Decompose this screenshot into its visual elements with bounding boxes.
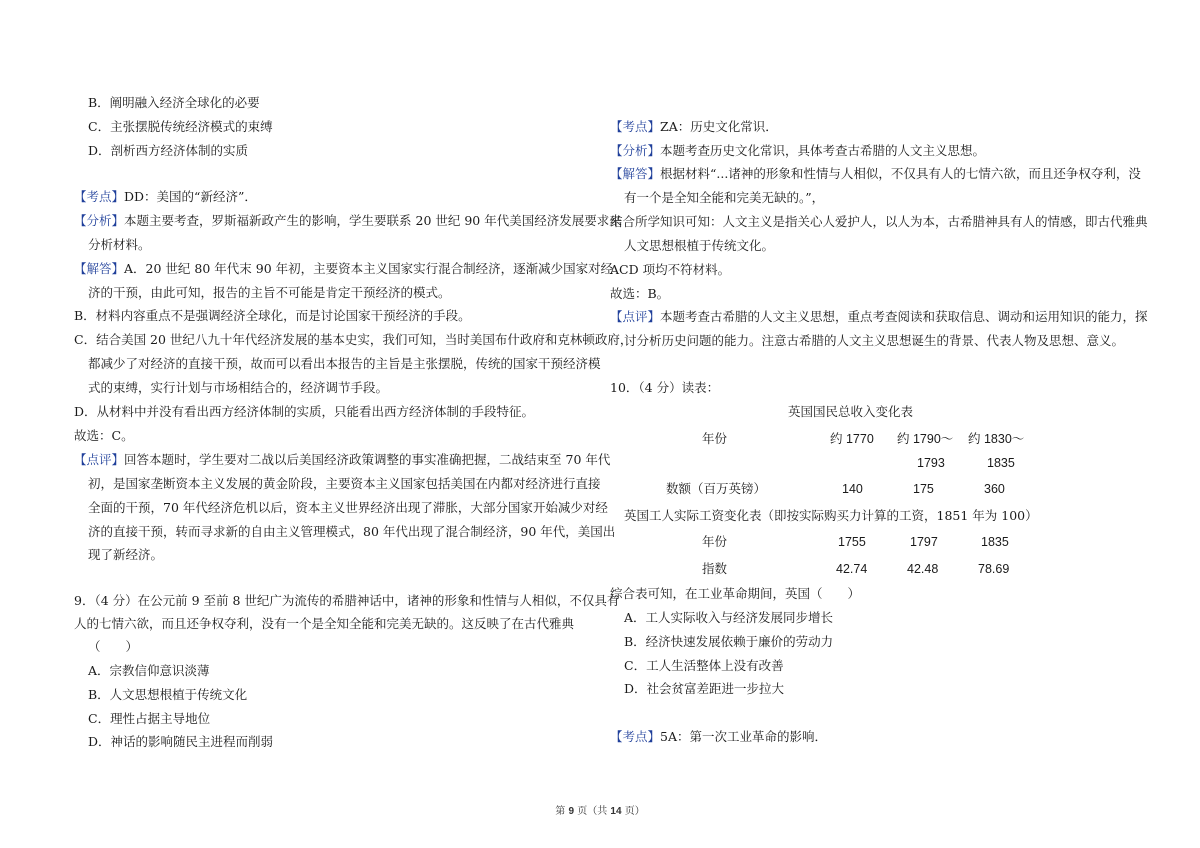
question-10-option-b: B．经济快速发展依赖于廉价的劳动力 [624,634,834,649]
footer-total-pages: 14 [610,806,622,817]
fenxi-line [74,213,622,229]
jieda-tag: 【解答】 [74,261,125,276]
kaodian-2-tag: 【考点】 [610,729,661,744]
question-10-option-c: C．工人生活整体上没有改善 [624,658,784,673]
question-10-summary: 综合表可知，在工业革命期间，英国（ ） [610,586,861,601]
question-10-option-d: D．社会贫富差距进一步拉大 [624,681,785,696]
guxuan: 故选：B。 [610,286,670,301]
table-1-value-3: 360 [984,482,1005,496]
question-10-option-a: A．工人实际收入与经济发展同步增长 [624,610,834,625]
table-1-year-1: 约 1770 [830,432,874,446]
jieda-text: A．20 世纪 80 年代末 90 年初，主要资本主义国家实行混合制经济，逐渐减少国家对经 [124,261,614,276]
table-2-label-index: 指数 [702,561,728,576]
table-2-year-3: 1835 [981,535,1009,549]
kaodian-line [610,119,778,135]
table-1-year-2: 约 1790～ [897,432,954,446]
jieda-text-4: C．结合美国 20 世纪八九十年代经济发展的基本史实，我们可知，当时美国布什政府和克林顿政府， [74,332,633,347]
fenxi-text-2: 分析材料。 [88,237,151,252]
jieda-text-7: D．从材料中并没有看出西方经济体制的实质，只能看出西方经济体制的手段特征。 [74,404,535,419]
table-1-year-3: 约 1830～ [968,432,1025,446]
kaodian-text: ZA：历史文化常识． [660,119,778,134]
kaodian-tag: 【考点】 [74,189,125,204]
kaodian-text: DD：美国的“新经济”． [124,189,257,204]
kaodian-line [74,189,257,205]
question-9-blank: （ ） [88,639,139,654]
question-9-stem: 9．（4 分）在公元前 9 至前 8 世纪广为流传的希腊神话中，诸神的形象和性情与人相似，不仅具有 [74,593,620,608]
dianping-text: 本题考查古希腊的人文主义思想，重点考查阅读和获取信息、调动和运用知识的能力，探 [660,309,1148,324]
fenxi-line [610,143,985,159]
footer-pre: 第 [555,806,569,817]
guxuan: 故选：C。 [74,428,134,443]
table-1-value-2: 175 [913,482,934,496]
question-9-stem-2: 人的七情六欲，而且还争权夺利，没有一个是全知全能和完美无缺的。这反映了在古代雅典 [74,616,575,631]
jieda-text-6: 式的束缚，实行计划与市场相结合的，经济调节手段。 [88,380,389,395]
dianping-text-2: 初，是国家垄断资本主义发展的黄金阶段，主要资本主义国家包括美国在内都对经济进行直接 [88,476,601,491]
dianping-text-5: 现了新经济。 [88,547,164,562]
table-1-label-year: 年份 [702,431,728,446]
jieda-text-5: 都减少了对经济的直接干预，故而可以看出本报告的主旨是主张摆脱，传统的国家干预经济模 [88,356,601,371]
jieda-line [74,261,613,277]
footer-mid: 页（共 [574,806,611,817]
table-1-year-2-end: 1793 [917,456,945,470]
footer-page-number: 9 [568,806,575,817]
kaodian-2-line [610,729,827,745]
fenxi-text: 本题考查历史文化常识，具体考查古希腊的人文主义思想。 [660,143,986,158]
option-d: D．剖析西方经济体制的实质 [88,143,249,158]
table-1-year-3-end: 1835 [987,456,1015,470]
kaodian-2-text: 5A：第一次工业革命的影响． [660,729,827,744]
dianping-text-3: 全面的干预，70 年代经济危机以后，资本主义世界经济出现了滞胀，大部分国家开始减少对经 [88,500,608,515]
kaodian-tag: 【考点】 [610,119,661,134]
dianping-line [74,452,610,468]
jieda-line [610,166,1141,182]
dianping-tag: 【点评】 [610,309,661,324]
dianping-text-4: 济的直接干预，转而寻求新的自由主义管理模式，80 年代出现了混合制经济，90 年代，美国出 [88,524,616,539]
jieda-text: 根据材料“...诸神的形象和性情与人相似，不仅具有人的七情六欲，而且还争权夺利，没 [660,166,1141,181]
jieda-text-3: 结合所学知识可知：人文主义是指关心人爱护人，以人为本，古希腊神具有人的情感，即古代雅典 [610,214,1148,229]
jieda-text-3: B．材料内容重点不是强调经济全球化，而是讨论国家干预经济的手段。 [74,308,471,323]
jieda-tag: 【解答】 [610,166,661,181]
question-10-stem: 10．（4 分）读表： [610,380,720,395]
dianping-text: 回答本题时，学生要对二战以后美国经济政策调整的事实准确把握，二战结束至 70 年代 [124,452,611,467]
jieda-text-2: 有一个是全知全能和完美无缺的。”， [624,190,825,205]
fenxi-text: 本题主要考查，罗斯福新政产生的影响，学生要联系 20 世纪 90 年代美国经济发展要求来 [124,213,622,228]
fenxi-tag: 【分析】 [610,143,661,158]
question-9-option-a: A．宗教信仰意识淡薄 [88,663,210,678]
footer-post: 页） [621,806,645,817]
table-1-title: 英国国民总收入变化表 [788,404,914,419]
table-1-label-amount: 数额（百万英镑） [666,481,767,496]
table-2-value-2: 42.48 [907,562,939,576]
table-2-year-2: 1797 [910,535,938,549]
table-2-value-1: 42.74 [836,562,868,576]
table-1-value-1: 140 [842,482,863,496]
table-2-title: 英国工人实际工资变化表（即按实际购买力计算的工资，1851 年为 100） [624,508,1038,523]
table-2-year-1: 1755 [838,535,866,549]
option-b: B．阐明融入经济全球化的必要 [88,95,260,110]
dianping-text-2: 讨分析历史问题的能力。注意古希腊的人文主义思想诞生的背景、代表人物及思想、意义。 [624,333,1125,348]
dianping-line [610,309,1148,325]
page-footer [0,802,1200,817]
jieda-text-2: 济的干预，由此可知，报告的主旨不可能是肯定干预经济的模式。 [88,285,451,300]
question-9-option-d: D．神话的影响随民主进程而削弱 [88,734,274,749]
jieda-text-5: ACD 项均不符材料。 [610,262,731,277]
table-2-value-3: 78.69 [978,562,1010,576]
jieda-text-4: 人文思想根植于传统文化。 [624,238,775,253]
fenxi-tag: 【分析】 [74,213,125,228]
table-2-label-year: 年份 [702,534,728,549]
question-9-option-b: B．人文思想根植于传统文化 [88,687,248,702]
option-c: C．主张摆脱传统经济模式的束缚 [88,119,273,134]
question-9-option-c: C．理性占据主导地位 [88,711,211,726]
dianping-tag: 【点评】 [74,452,125,467]
